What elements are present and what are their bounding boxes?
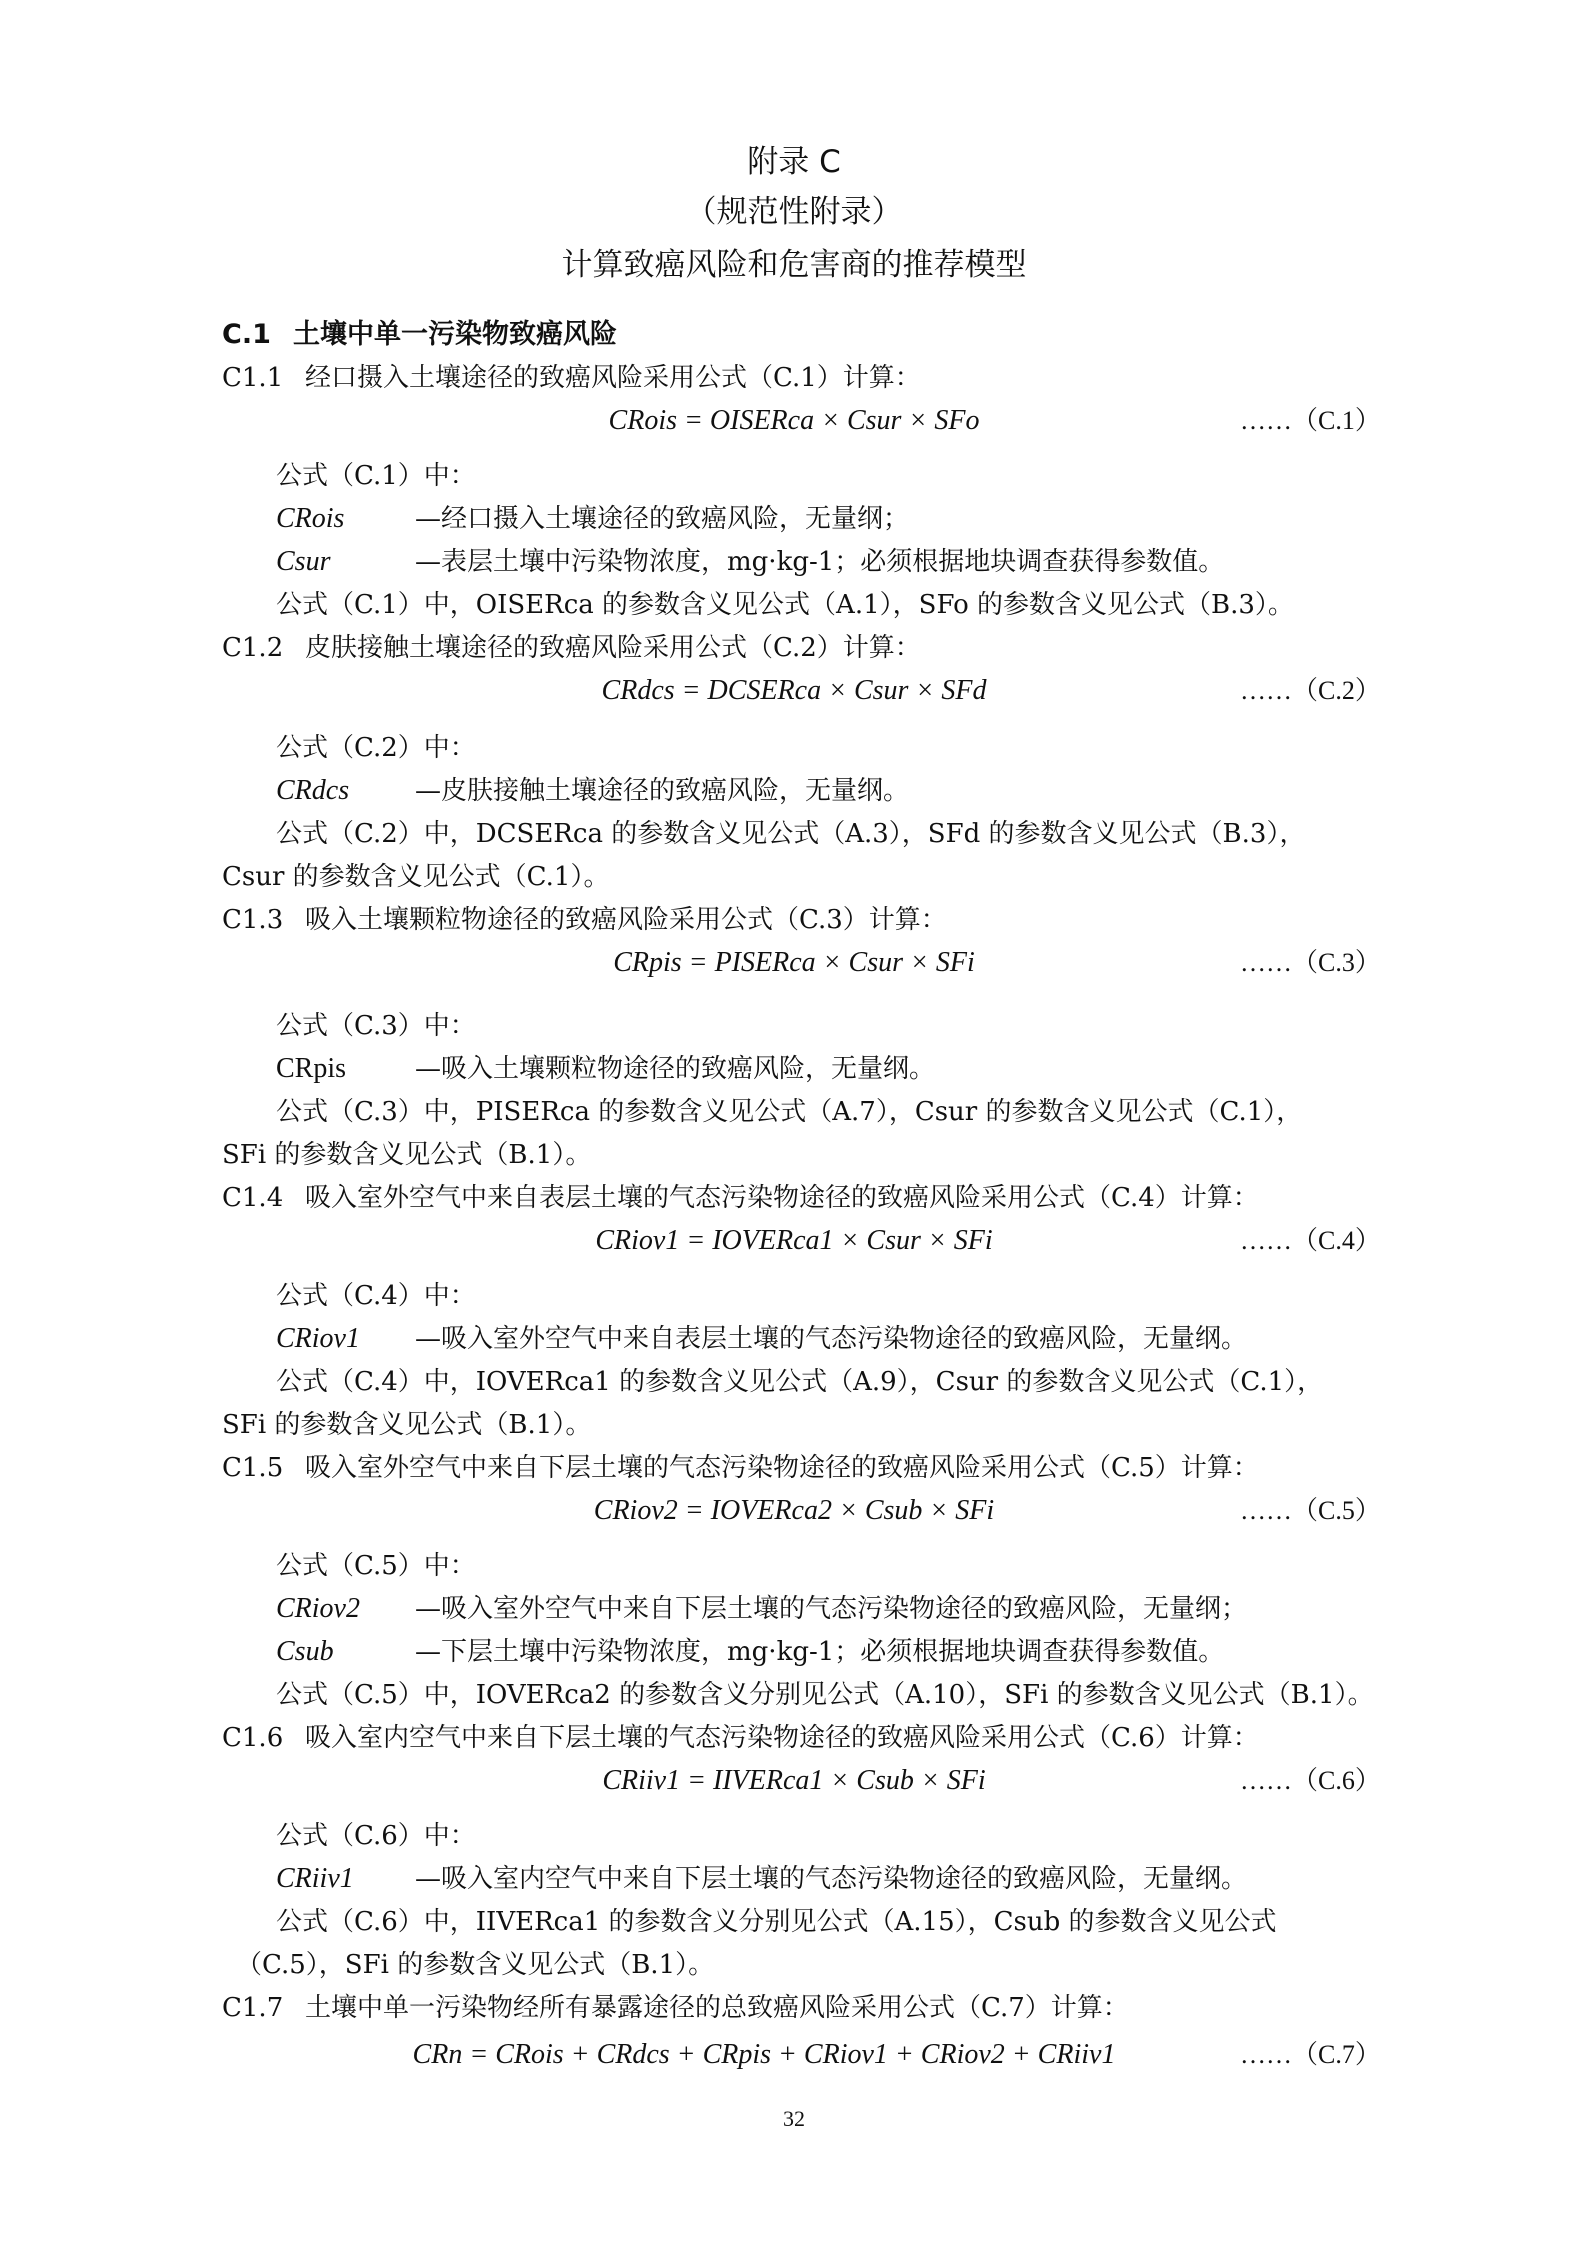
definition-text: —下层土壤中污染物浓度，mg·kg-1；必须根据地块调查获得参数值。 bbox=[415, 1637, 1225, 1667]
definition-row bbox=[0, 540, 1588, 584]
formula-c3 bbox=[0, 941, 1588, 985]
note-text: 公式（C.5）中，IOVERca2 的参数含义分别见公式（A.10），SFi 的参数含义见公式（B.1）。 bbox=[276, 1680, 1374, 1710]
note-text: Csur 的参数含义见公式（C.1）。 bbox=[222, 862, 610, 892]
definition-symbol: CRpis bbox=[276, 1053, 347, 1084]
definition-symbol: Csur bbox=[276, 546, 331, 577]
definition-text: —表层土壤中污染物浓度，mg·kg-1；必须根据地块调查获得参数值。 bbox=[415, 547, 1225, 577]
clause-c1-4 bbox=[0, 1176, 1588, 1220]
definition-text: —吸入室外空气中来自表层土壤的气态污染物途径的致癌风险，无量纲。 bbox=[415, 1324, 1248, 1354]
note-line bbox=[0, 1090, 1588, 1134]
equation-number: ……（C.4） bbox=[1240, 1226, 1381, 1255]
formula-expression: CRdcs = DCSERca × Csur × SFd bbox=[601, 675, 987, 706]
clause-number: C1.2 bbox=[222, 633, 284, 663]
clause-text: 土壤中单一污染物经所有暴露途径的总致癌风险采用公式（C.7）计算： bbox=[305, 1993, 1129, 2023]
note-text: 公式（C.2）中，DCSERca 的参数含义见公式（A.3），SFd 的参数含义见公式（B.3）， bbox=[276, 819, 1306, 849]
where-line bbox=[0, 1274, 1588, 1318]
clause-text: 吸入室外空气中来自表层土壤的气态污染物途径的致癌风险采用公式（C.4）计算： bbox=[305, 1183, 1259, 1213]
section-title: 土壤中单一污染物致癌风险 bbox=[293, 319, 617, 350]
note-text: 公式（C.1）中，OISERca 的参数含义见公式（A.1），SFo 的参数含义见公式（B.3）。 bbox=[276, 590, 1294, 620]
note-text: 公式（C.6）中，IIVERca1 的参数含义分别见公式（A.15），Csub 的参数含义见公式 bbox=[276, 1907, 1277, 1937]
note-text: （C.5），SFi 的参数含义见公式（B.1）。 bbox=[236, 1950, 715, 1980]
clause-text: 吸入室外空气中来自下层土壤的气态污染物途径的致癌风险采用公式（C.5）计算： bbox=[305, 1453, 1259, 1483]
definition-text: —皮肤接触土壤途径的致癌风险，无量纲。 bbox=[415, 776, 910, 806]
definition-symbol: CRiiv1 bbox=[276, 1863, 354, 1894]
clause-c1-6 bbox=[0, 1716, 1588, 1760]
definition-row bbox=[0, 1587, 1588, 1631]
note-line bbox=[0, 1133, 1588, 1177]
note-line bbox=[0, 1403, 1588, 1447]
formula-expression: CRn = CRois + CRdcs + CRpis + CRiov1 + CRiov2 + CRiiv1 bbox=[412, 2039, 1116, 2070]
formula-c5 bbox=[0, 1489, 1588, 1533]
note-line bbox=[0, 583, 1588, 627]
clause-c1-2 bbox=[0, 626, 1588, 670]
clause-number: C1.6 bbox=[222, 1723, 284, 1753]
note-text: 公式（C.4）中，IOVERca1 的参数含义见公式（A.9），Csur 的参数含义见公式（C.1）， bbox=[276, 1367, 1324, 1397]
appendix-subtitle: （规范性附录） bbox=[685, 194, 903, 230]
formula-expression: CRois = OISERca × Csur × SFo bbox=[608, 405, 980, 436]
where-line bbox=[0, 726, 1588, 770]
definition-symbol: CRiov1 bbox=[276, 1323, 360, 1354]
definition-row bbox=[0, 1317, 1588, 1361]
equation-number: ……（C.1） bbox=[1240, 406, 1381, 435]
note-line bbox=[0, 1943, 1588, 1987]
formula-expression: CRiiv1 = IIVERca1 × Csub × SFi bbox=[602, 1765, 986, 1796]
clause-text: 经口摄入土壤途径的致癌风险采用公式（C.1）计算： bbox=[305, 363, 921, 393]
definition-text: —吸入室外空气中来自下层土壤的气态污染物途径的致癌风险，无量纲； bbox=[415, 1594, 1248, 1624]
clause-number: C1.4 bbox=[222, 1183, 284, 1213]
appendix-main-title: 计算致癌风险和危害商的推荐模型 bbox=[561, 247, 1027, 283]
note-text: SFi 的参数含义见公式（B.1）。 bbox=[222, 1140, 592, 1170]
equation-number: ……（C.6） bbox=[1240, 1766, 1381, 1795]
clause-text: 吸入土壤颗粒物途径的致癌风险采用公式（C.3）计算： bbox=[305, 905, 947, 935]
definition-symbol: CRois bbox=[276, 503, 345, 534]
where-text: 公式（C.2）中： bbox=[276, 733, 476, 763]
appendix-title: 附录 C bbox=[747, 144, 841, 180]
where-text: 公式（C.5）中： bbox=[276, 1551, 476, 1581]
formula-c1 bbox=[0, 399, 1588, 443]
definition-row bbox=[0, 1047, 1588, 1091]
note-line bbox=[0, 1360, 1588, 1404]
where-text: 公式（C.6）中： bbox=[276, 1821, 476, 1851]
definition-symbol: CRdcs bbox=[276, 775, 350, 806]
definition-row bbox=[0, 769, 1588, 813]
clause-c1-1 bbox=[0, 356, 1588, 400]
where-text: 公式（C.1）中： bbox=[276, 461, 476, 491]
where-line bbox=[0, 454, 1588, 498]
definition-symbol: Csub bbox=[276, 1636, 334, 1667]
clause-c1-3 bbox=[0, 898, 1588, 942]
clause-number: C1.1 bbox=[222, 363, 284, 393]
definition-row bbox=[0, 1857, 1588, 1901]
clause-number: C1.3 bbox=[222, 905, 284, 935]
note-line bbox=[0, 855, 1588, 899]
clause-number: C1.7 bbox=[222, 1993, 284, 2023]
definition-text: —吸入土壤颗粒物途径的致癌风险，无量纲。 bbox=[415, 1054, 936, 1084]
formula-expression: CRpis = PISERca × Csur × SFi bbox=[613, 947, 975, 978]
clause-text: 吸入室内空气中来自下层土壤的气态污染物途径的致癌风险采用公式（C.6）计算： bbox=[305, 1723, 1259, 1753]
clause-number: C1.5 bbox=[222, 1453, 284, 1483]
note-text: SFi 的参数含义见公式（B.1）。 bbox=[222, 1410, 592, 1440]
note-line bbox=[0, 1673, 1588, 1717]
equation-number: ……（C.7） bbox=[1240, 2040, 1381, 2069]
definition-text: —经口摄入土壤途径的致癌风险，无量纲； bbox=[415, 504, 910, 534]
definition-row bbox=[0, 1630, 1588, 1674]
formula-c6 bbox=[0, 1759, 1588, 1803]
definition-symbol: CRiov2 bbox=[276, 1593, 360, 1624]
equation-number: ……（C.5） bbox=[1240, 1496, 1381, 1525]
definition-row bbox=[0, 497, 1588, 541]
equation-number: ……（C.3） bbox=[1240, 948, 1381, 977]
section-heading bbox=[0, 313, 1588, 357]
formula-c4 bbox=[0, 1219, 1588, 1263]
equation-number: ……（C.2） bbox=[1240, 676, 1381, 705]
clause-text: 皮肤接触土壤途径的致癌风险采用公式（C.2）计算： bbox=[305, 633, 921, 663]
where-text: 公式（C.3）中： bbox=[276, 1011, 476, 1041]
where-text: 公式（C.4）中： bbox=[276, 1281, 476, 1311]
formula-expression: CRiov2 = IOVERca2 × Csub × SFi bbox=[593, 1495, 995, 1526]
clause-c1-7 bbox=[0, 1986, 1588, 2030]
page-number: 32 bbox=[783, 2106, 805, 2131]
definition-text: —吸入室内空气中来自下层土壤的气态污染物途径的致癌风险，无量纲。 bbox=[415, 1864, 1248, 1894]
note-line bbox=[0, 1900, 1588, 1944]
note-text: 公式（C.3）中，PISERca 的参数含义见公式（A.7），Csur 的参数含义见公式（C.1）， bbox=[276, 1097, 1303, 1127]
formula-c2 bbox=[0, 669, 1588, 713]
note-line bbox=[0, 812, 1588, 856]
section-number: C.1 bbox=[222, 319, 271, 350]
where-line bbox=[0, 1004, 1588, 1048]
where-line bbox=[0, 1544, 1588, 1588]
formula-c7 bbox=[0, 2033, 1588, 2077]
formula-expression: CRiov1 = IOVERca1 × Csur × SFi bbox=[595, 1225, 993, 1256]
clause-c1-5 bbox=[0, 1446, 1588, 1490]
where-line bbox=[0, 1814, 1588, 1858]
